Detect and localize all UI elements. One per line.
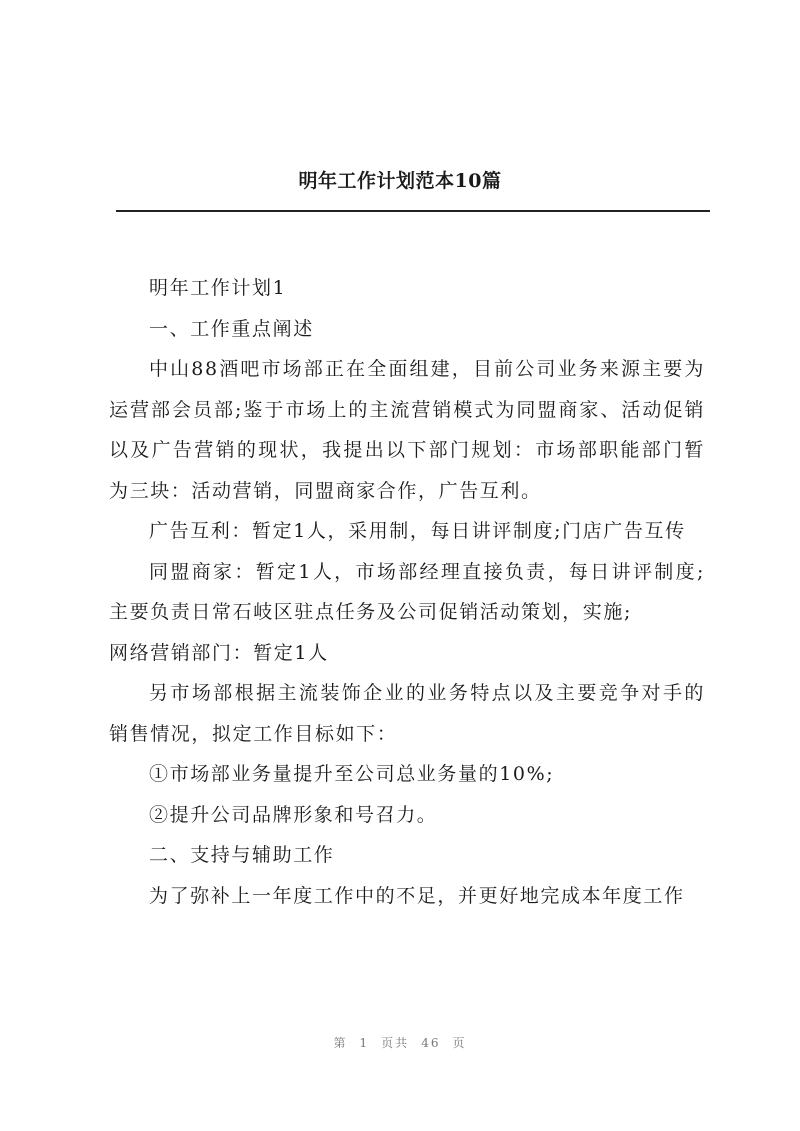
- paragraph-online-marketing: 网络营销部门：暂定1人: [109, 641, 329, 664]
- paragraph-targets-intro: 另市场部根据主流装饰企业的业务特点以及主要竞争对手的销售情况，拟定工作目标如下：: [109, 682, 705, 745]
- footer-total-label: 页共: [381, 1036, 410, 1050]
- paragraph-plan-heading: 明年工作计划1: [149, 277, 287, 299]
- footer-page-suffix: 页: [452, 1036, 467, 1050]
- footer-total-pages: 46: [421, 1036, 441, 1050]
- paragraph-target-one: ①市场部业务量提升至公司总业务量的10%;: [149, 763, 555, 785]
- paragraph-support-intro: 为了弥补上一年度工作中的不足，并更好地完成本年度工作: [149, 884, 685, 907]
- paragraph-target-two: ②提升公司品牌形象和号召力。: [149, 803, 438, 826]
- document-title: 明年工作计划范本10篇: [298, 170, 502, 192]
- footer-page-number: 1: [359, 1036, 370, 1050]
- paragraph-advertising: 广告互利：暂定1人，采用制，每日讲评制度;门店广告互传: [149, 520, 686, 542]
- page-footer: [0, 1034, 800, 1051]
- title-divider: [116, 210, 710, 212]
- paragraph-alliance-merchants: 同盟商家：暂定1人，市场部经理直接负责，每日讲评制度;主要负责日常石岐区驻点任务及公司促销活动策划，实施;: [109, 560, 705, 623]
- paragraph-section-two-heading: 二、支持与辅助工作: [149, 844, 335, 866]
- paragraph-department-overview: 中山88酒吧市场部正在全面组建，目前公司业务来源主要为运营部会员部;鉴于市场上的主流营销模式为同盟商家、活动促销以及广告营销的现状，我提出以下部门规划：市场部职能部门暂为三块：活动营销，同盟商家合作，广告互利。: [109, 358, 705, 502]
- document-body: [109, 268, 705, 916]
- paragraph-section-one-heading: 一、工作重点阐述: [149, 317, 314, 340]
- footer-page-label: 第: [333, 1036, 348, 1050]
